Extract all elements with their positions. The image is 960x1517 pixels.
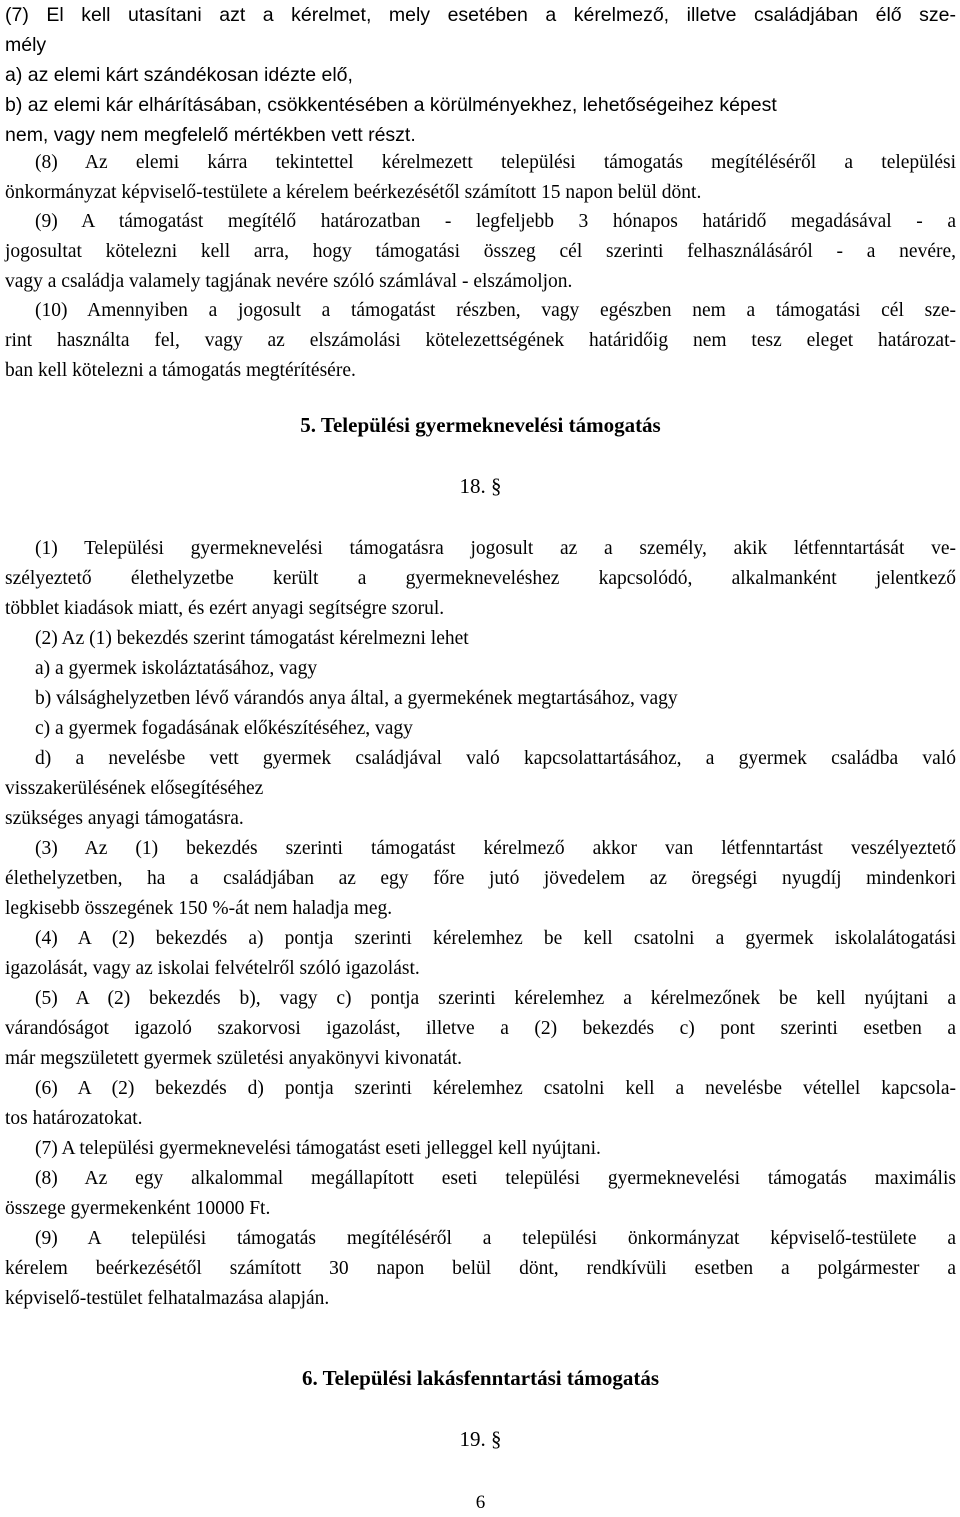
text-line: a) az elemi kárt szándékosan idézte elő, (5, 64, 353, 86)
page-number: 6 (475, 1492, 486, 1513)
text-line: várandóságot igazoló szakorvosi igazolást, illetve a (2) bekezdés c) pont szerinti esetben a (5, 1018, 956, 1039)
text-line: (7) A települési gyermeknevelési támogatást eseti jelleggel kell nyújtani. (35, 1138, 601, 1159)
section-heading: 5. Települési gyermeknevelési támogatás (300, 413, 661, 437)
text-line: már megszületett gyermek születési anyakönyvi kivonatát. (5, 1048, 463, 1069)
text-line: (2) Az (1) bekezdés szerint támogatást kérelmezni lehet (35, 628, 469, 649)
text-line: élethelyzetben, ha a családjában az egy főre jutó jövedelem az öregségi nyugdíj mindenkori (5, 868, 956, 889)
paragraph-number: 19. § (459, 1427, 502, 1451)
text-line: mély (5, 34, 47, 56)
text-line: b) válsághelyzetben lévő várandós anya által, a gyermekének megtartásához, vagy (35, 688, 678, 709)
text-line: igazolását, vagy az iskolai felvételről szóló igazolást. (5, 958, 420, 979)
text-line: visszakerülésének elősegítéséhez (5, 778, 264, 799)
text-block-a-10 (5, 296, 956, 386)
text-line: (9) A települési támogatás megítéléséről a települési önkormányzat képviselő-testülete a (35, 1228, 956, 1249)
section-heading: 6. Települési lakásfenntartási támogatás (301, 1366, 660, 1390)
text-line: képviselő-testület felhatalmazása alapján. (5, 1288, 330, 1309)
text-line: (6) A (2) bekezdés d) pontja szerinti kérelemhez csatolni kell a nevelésbe vétellel kapcsola- (35, 1078, 956, 1099)
text-line: kérelem beérkezésétől számított 30 napon belül dönt, rendkívüli esetben a polgármester a (5, 1258, 956, 1279)
text-line: szükséges anyagi támogatásra. (5, 808, 244, 829)
text-line: jogosultat kötelezni kell arra, hogy támogatási összeg cél szerinti felhasználásáról - a nevére, (5, 241, 956, 262)
text-line: összege gyermekenként 10000 Ft. (5, 1198, 271, 1219)
text-line: vagy a családja valamely tagjának nevére szóló számlával - elszámoljon. (5, 271, 573, 292)
text-line: tos határozatokat. (5, 1108, 143, 1129)
text-line: (9) A támogatást megítélő határozatban - legfeljebb 3 hónapos határidő megadásával - a (35, 211, 956, 232)
text-line: c) a gyermek fogadásának előkészítéséhez, vagy (35, 718, 413, 739)
text-line: (3) Az (1) bekezdés szerinti támogatást kérelmező akkor van létfenntartást veszélyeztető (35, 838, 956, 859)
text-block-a (5, 0, 956, 150)
text-line: (10) Amennyiben a jogosult a támogatást részben, vagy egészben nem a támogatási cél sze- (35, 300, 956, 321)
text-line: legkisebb összegének 150 %-át nem haladja meg. (5, 898, 393, 919)
text-line: (7) El kell utasítani azt a kérelmet, mely esetében a kérelmező, illetve családjában élő sze- (5, 4, 956, 26)
text-block-a-8 (5, 148, 956, 208)
text-line: önkormányzat képviselő-testülete a kérelem beérkezésétől számított 15 napon belül dönt. (5, 182, 702, 203)
text-line: d) a nevelésbe vett gyermek családjával való kapcsolattartásához, a gyermek családba való (35, 748, 956, 769)
text-line: szélyeztető élethelyzetbe került a gyermekneveléshez kapcsolódó, alkalmanként jelentkező (5, 568, 956, 589)
text-block-b (5, 534, 956, 1314)
text-line: (1) Települési gyermeknevelési támogatásra jogosult az a személy, akik létfenntartását ve- (35, 538, 956, 559)
text-line: (8) Az egy alkalommal megállapított eseti települési gyermeknevelési támogatás maximális (35, 1168, 956, 1189)
text-line: ban kell kötelezni a támogatás megtérítésére. (5, 360, 356, 381)
paragraph-number: 18. § (459, 474, 502, 498)
text-line: (8) Az elemi kárra tekintettel kérelmezett települési támogatás megítéléséről a települési (35, 152, 956, 173)
text-line: rint használta fel, vagy az elszámolási kötelezettségének határidőig nem tesz eleget határozat- (5, 330, 956, 351)
text-line: (4) A (2) bekezdés a) pontja szerinti kérelemhez be kell csatolni a gyermek iskolalátogatási (35, 928, 956, 949)
text-line: nem, vagy nem megfelelő mértékben vett részt. (5, 124, 416, 146)
text-line: (5) A (2) bekezdés b), vagy c) pontja szerinti kérelemhez a kérelmezőnek be kell nyújtani a (35, 988, 956, 1009)
text-line: a) a gyermek iskoláztatásához, vagy (35, 658, 318, 679)
text-line: többlet kiadások miatt, és ezért anyagi segítségre szorul. (5, 598, 445, 619)
text-line: b) az elemi kár elhárításában, csökkentésében a körülményekhez, lehetőségeihez képest (5, 94, 777, 116)
text-block-a-9 (5, 207, 956, 297)
